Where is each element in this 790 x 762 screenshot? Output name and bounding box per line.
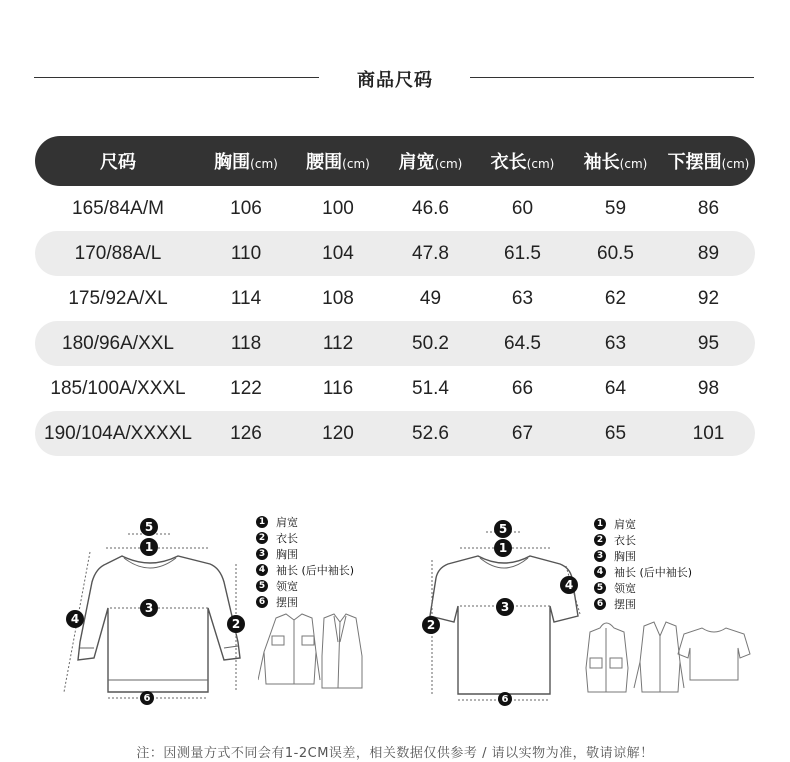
legend-item: 1 肩宽 [594,516,692,532]
value-cell: 62 [604,287,627,309]
size-cell: 190/104A/XXXXL [44,422,192,444]
table-row [35,411,755,456]
value-cell: 108 [322,287,354,309]
legend-item: 3 胸围 [256,546,354,562]
value-cell: 126 [230,422,262,444]
value-cell: 66 [511,377,534,399]
longsleeve-markers [60,512,260,708]
header-length: 衣长(cm) [490,152,555,173]
value-cell: 63 [604,332,627,354]
legend-item: 2 衣长 [256,530,354,546]
table-row [35,366,755,411]
size-cell: 185/100A/XXXL [50,377,186,399]
legend-item: 6 摆围 [256,594,354,610]
marker-2: 2 [422,616,440,634]
value-cell: 51.4 [412,377,449,399]
value-cell: 98 [697,377,720,399]
size-cell: 180/96A/XXL [62,332,174,354]
value-cell: 65 [604,422,627,444]
marker-5: 5 [494,520,512,538]
marker-3: 3 [496,598,514,616]
marker-6: 6 [498,692,512,706]
size-table [35,136,755,456]
disclaimer-note: 注：因测量方式不同会有1-2CM误差，相关数据仅供参考 / 请以实物为准，敬请谅解！ [136,746,654,761]
value-cell: 92 [697,287,720,309]
legend-item: 5 领宽 [594,580,692,596]
value-cell: 116 [322,377,354,399]
value-cell: 64 [604,377,627,399]
title-divider-left [34,77,319,78]
value-cell: 59 [604,197,627,219]
title-divider-right [470,77,754,78]
marker-5: 5 [140,518,158,536]
table-row [35,276,755,321]
legend-item: 5 领宽 [256,578,354,594]
value-cell: 110 [230,242,262,264]
value-cell: 95 [697,332,720,354]
marker-1: 1 [140,538,158,556]
size-cell: 175/92A/XL [68,287,168,309]
page-title: 商品尺码 [357,70,433,91]
marker-3: 3 [140,599,158,617]
table-header [35,136,755,186]
legend-item: 3 胸围 [594,548,692,564]
value-cell: 47.8 [412,242,449,264]
table-row [35,186,755,231]
legend-item: 4 袖长 (后中袖长) [256,562,354,578]
value-cell: 52.6 [412,422,449,444]
value-cell: 63 [511,287,534,309]
value-cell: 120 [322,422,354,444]
header-chest: 胸围(cm) [214,152,278,173]
header-shoulder: 肩宽(cm) [398,152,463,173]
legend-item: 6 摆围 [594,596,692,612]
table-row [35,321,755,366]
size-cell: 165/84A/M [72,197,164,219]
hoodie-cardigan-tee-illustration-icon [584,618,754,698]
value-cell: 60 [511,197,534,219]
header-waist: 腰围(cm) [306,152,370,173]
value-cell: 114 [230,287,262,309]
value-cell: 100 [322,197,354,219]
tshirt-markers [420,520,590,710]
value-cell: 64.5 [504,332,541,354]
marker-2: 2 [227,615,245,633]
legend-right [594,516,692,612]
marker-6: 6 [140,691,154,705]
legend-left [256,514,354,610]
value-cell: 49 [419,287,442,309]
legend-item: 4 袖长 (后中袖长) [594,564,692,580]
value-cell: 104 [322,242,354,264]
value-cell: 122 [230,377,262,399]
header-size: 尺码 [100,152,136,173]
section-title-row [0,62,790,94]
jacket-illustration-icon [258,612,368,692]
marker-4: 4 [560,576,578,594]
value-cell: 46.6 [412,197,449,219]
value-cell: 67 [511,422,534,444]
value-cell: 61.5 [504,242,541,264]
value-cell: 86 [697,197,720,219]
value-cell: 106 [230,197,262,219]
table-row [35,231,755,276]
value-cell: 112 [322,332,354,354]
legend-item: 1 肩宽 [256,514,354,530]
value-cell: 89 [697,242,720,264]
size-cell: 170/88A/L [74,242,162,264]
value-cell: 101 [692,422,725,444]
marker-4: 4 [66,610,84,628]
header-sleeve: 袖长(cm) [583,152,648,173]
value-cell: 118 [230,332,262,354]
header-hem: 下摆围(cm) [667,152,750,173]
legend-item: 2 衣长 [594,532,692,548]
marker-1: 1 [494,539,512,557]
value-cell: 60.5 [597,242,634,264]
value-cell: 50.2 [412,332,449,354]
